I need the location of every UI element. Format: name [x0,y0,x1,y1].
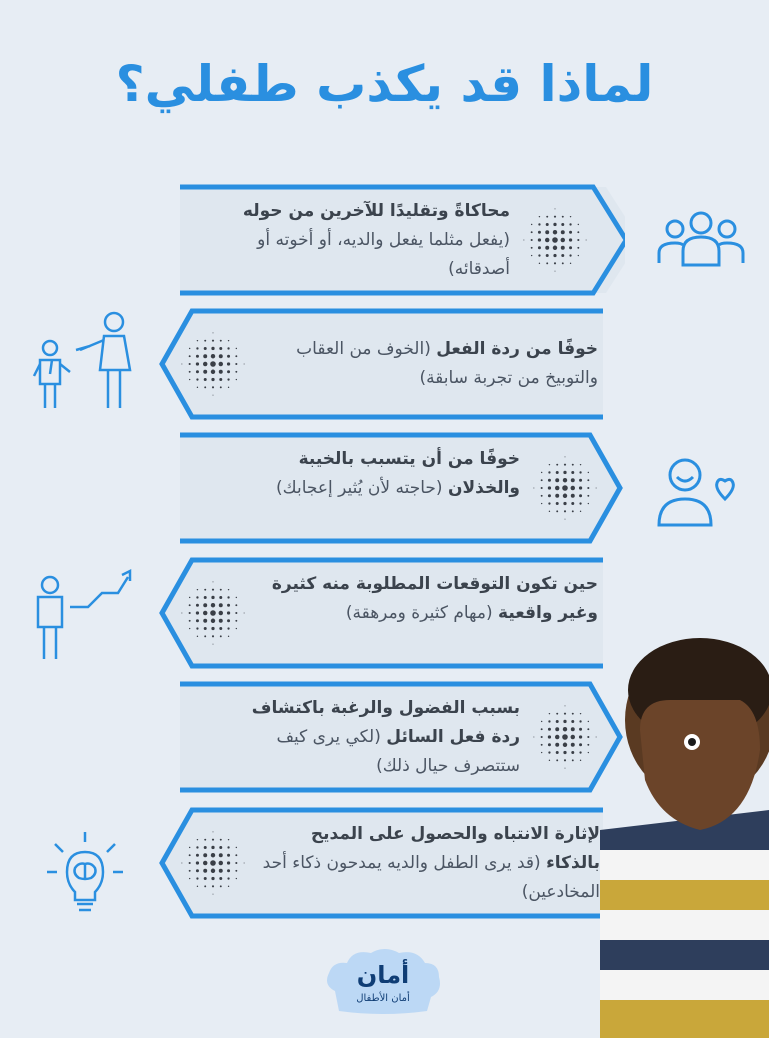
reason-text: لإثارة الانتباه والحصول على المديح بالذكاء (قد يرى الطفل والديه يمدحون ذكاء أحد المخادعين) [262,824,600,902]
reason-card-1 [180,183,625,297]
halftone-dots [178,329,248,399]
halftone-dots [530,453,600,523]
child-covering-face-image [600,630,769,1038]
reason-text: محاكاةً وتقليدًا للآخرين من حوله (يفعل مثلما يفعل والديه، أو أخوته أو أصدقائه) [242,201,510,279]
reason-card-4 [158,556,603,670]
page-title: لماذا قد يكذب طفلي؟ [115,55,654,113]
people-group-icon [655,205,747,271]
logo-cloud [323,945,443,1017]
person-rising-arrow-icon [30,565,140,665]
reason-card-5 [180,680,625,794]
halftone-dots [178,578,248,648]
reason-text: بسبب الفضول والرغبة باكتشاف ردة فعل السائل (لكي يرى كيف ستتصرف حيال ذلك) [251,698,520,776]
halftone-dots [520,205,590,275]
reason-card-6 [158,806,603,920]
person-heart-icon [655,455,745,530]
reason-text: خوفًا من أن يتسبب بالخيبة والخذلان (حاجته لأن يُثير إعجابك) [276,449,520,498]
brand-logo [323,945,443,1017]
reason-text: خوفًا من ردة الفعل (الخوف من العقاب والتوبيخ من تجربة سابقة) [296,339,598,388]
halftone-dots [178,828,248,898]
parent-scolding-child-icon [30,310,140,415]
reason-card-3 [180,431,625,545]
reason-card-2 [158,307,603,421]
logo-mark: أمان [356,961,410,989]
halftone-dots [530,702,600,772]
lightbulb-brain-icon [35,822,135,922]
logo-name: أمان الأطفال [356,993,410,1004]
reason-text: حين تكون التوقعات المطلوبة منه كثيرة وغير واقعية (مهام كثيرة ومرهقة) [271,574,598,623]
